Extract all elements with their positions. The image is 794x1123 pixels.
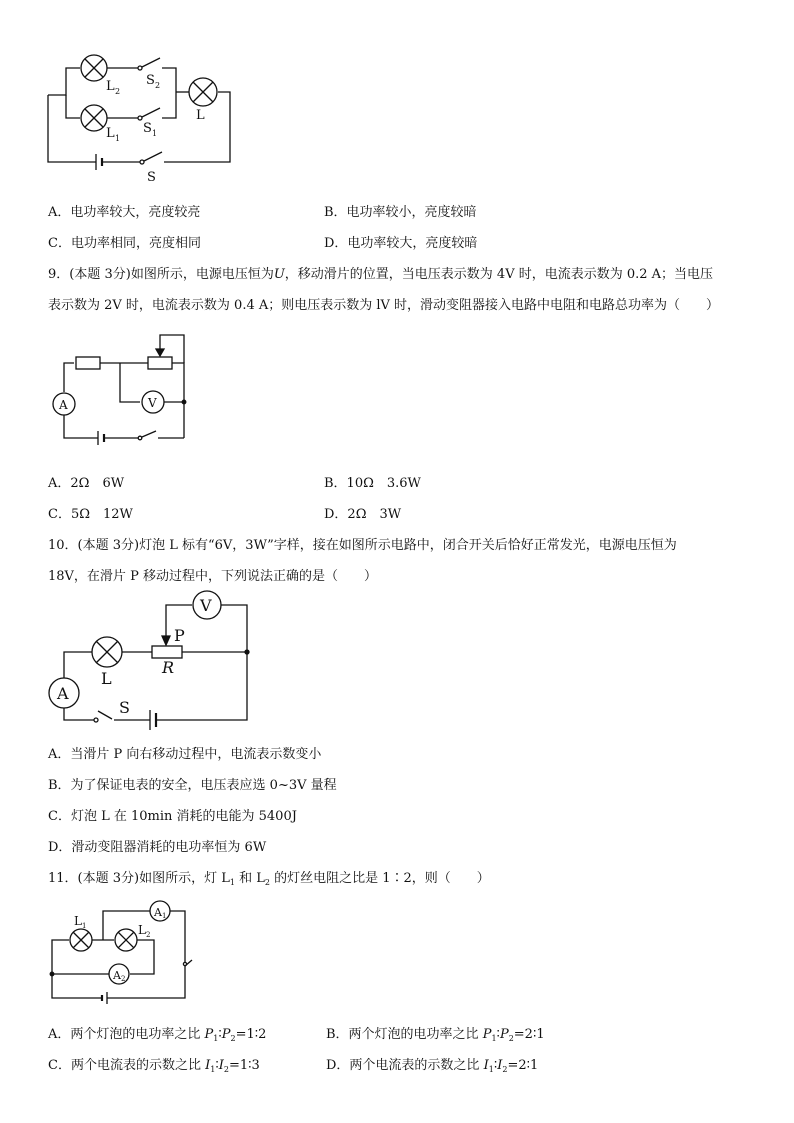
q11-option-a-var2: P [221,1027,231,1042]
label-r: R [162,658,175,677]
q11-option-a-var1: P [204,1027,214,1042]
q11-text-c: 的灯丝电阻之比是 1∶2，则（ ） [269,871,490,886]
q11-option-c[interactable] [48,1054,260,1074]
q11-text-sub2: 2 [264,878,270,887]
label-l: L [196,108,205,123]
label-s2: S [146,73,155,88]
label-l2-sub: 2 [146,931,151,939]
q9-option-c[interactable]: C．5Ω 12W [48,507,133,522]
label-p: P [174,626,185,645]
q8-option-b[interactable]: B．电功率较小，亮度较暗 [324,205,477,220]
q11-option-a-colon: ∶ [218,1027,222,1042]
q11-option-c-sub1: 1 [210,1065,216,1074]
q11-text-sub1: 1 [229,878,235,887]
q11-option-a-sub2: 2 [230,1034,236,1043]
q11-option-d-text: D．两个电流表的示数之比 [326,1058,480,1073]
q11-option-b-colon: ∶ [496,1027,500,1042]
q11-option-b-sub1: 1 [491,1034,497,1043]
label-s1: S [143,121,152,136]
q11-option-a-ratio: =1∶2 [235,1027,267,1042]
q11-option-b-var2: P [499,1027,509,1042]
q11-option-c-text: C．两个电流表的示数之比 [48,1058,201,1073]
q10-option-a[interactable]: A．当滑片 P 向右移动过程中，电流表示数变小 [48,747,322,762]
q10-option-b[interactable]: B．为了保证电表的安全，电压表应选 0~3V 量程 [48,778,337,793]
q9-option-a[interactable]: A．2Ω 6W [48,476,125,491]
q9-text-b: ，移动滑片的位置，当电压表示数为 4V 时，电流表示数为 0.2 A；当电压 [284,267,714,282]
label-s1-sub: 1 [152,129,158,138]
q9-option-d[interactable]: D．2Ω 3W [324,507,402,522]
q11-option-d-ratio: =2∶1 [507,1058,539,1073]
label-a2-sub: 2 [121,975,126,983]
q9-option-b[interactable]: B．10Ω 3.6W [324,476,421,491]
q11-option-a-sub1: 1 [213,1034,219,1043]
label-a1: A [154,906,162,919]
q10-question-line1: 10．(本题 3分)灯泡 L 标有“6V，3W”字样，接在如图所示电路中，闭合开关后恰好正常发光，电源电压恒为 [48,538,677,553]
label-v: V [200,596,212,615]
label-a1-sub: 1 [162,912,167,920]
label-s: S [147,170,156,185]
q8-option-a[interactable]: A．电功率较大，亮度较亮 [48,205,201,220]
q11-option-c-sub2: 2 [223,1065,229,1074]
label-v: V [148,396,157,410]
q11-option-b-sub2: 2 [508,1034,514,1043]
label-l1-sub: 1 [115,134,121,143]
q11-option-b-text: B．两个灯泡的电功率之比 [326,1027,479,1042]
q11-option-d-var2: I [497,1058,503,1073]
q11-option-c-colon: ∶ [215,1058,219,1073]
q11-option-c-var1: I [205,1058,211,1073]
label-l2: L [106,79,115,94]
q11-option-d-colon: ∶ [493,1058,498,1073]
label-a: A [59,398,68,412]
q11-option-a[interactable] [48,1023,266,1043]
q11-option-b-ratio: =2∶1 [513,1027,545,1042]
q10-question-line2: 18V，在滑片 P 移动过程中，下列说法正确的是（ ） [48,569,377,584]
q9-text-u: U [273,267,285,282]
q10-option-c[interactable]: C．灯泡 L 在 10min 消耗的电能为 5400J [48,809,297,824]
label-a2: A [113,969,121,982]
q10-option-d[interactable]: D．滑动变阻器消耗的电功率恒为 6W [48,840,267,855]
q11-option-c-var2: I [218,1058,224,1073]
label-l1: L [74,914,82,928]
q11-option-d-sub2: 2 [502,1065,508,1074]
label-l: L [101,669,112,688]
q11-option-a-text: A．两个灯泡的电功率之比 [48,1027,201,1042]
label-s: S [119,698,130,717]
q8-option-c[interactable]: C．电功率相同，亮度相同 [48,236,201,251]
q9-question-line2: 表示数为 2V 时，电流表示数为 0.4 A；则电压表示数为 lV 时，滑动变阻器接入电路中电阻和电路总功率为（ ） [48,298,720,313]
q9-text-a: 9．(本题 3分)如图所示，电源电压恒为 [48,267,274,282]
label-l2: L [138,923,146,937]
q11-option-d-var1: I [483,1058,489,1073]
label-a: A [57,684,69,703]
q8-option-d[interactable]: D．电功率较大，亮度较暗 [324,236,478,251]
label-l1: L [106,126,115,141]
q11-option-d[interactable] [326,1054,538,1074]
q11-option-d-sub1: 1 [488,1065,494,1074]
label-l1-sub: 1 [82,922,87,930]
q11-text-a: 11．(本题 3分)如图所示，灯 L [48,871,230,886]
q11-text-b: 和 L [234,871,265,886]
label-l2-sub: 2 [115,87,121,96]
q11-option-b[interactable] [326,1023,545,1043]
q11-option-c-ratio: =1∶3 [228,1058,260,1073]
q11-option-b-var1: P [482,1027,492,1042]
label-s2-sub: 2 [155,81,161,90]
